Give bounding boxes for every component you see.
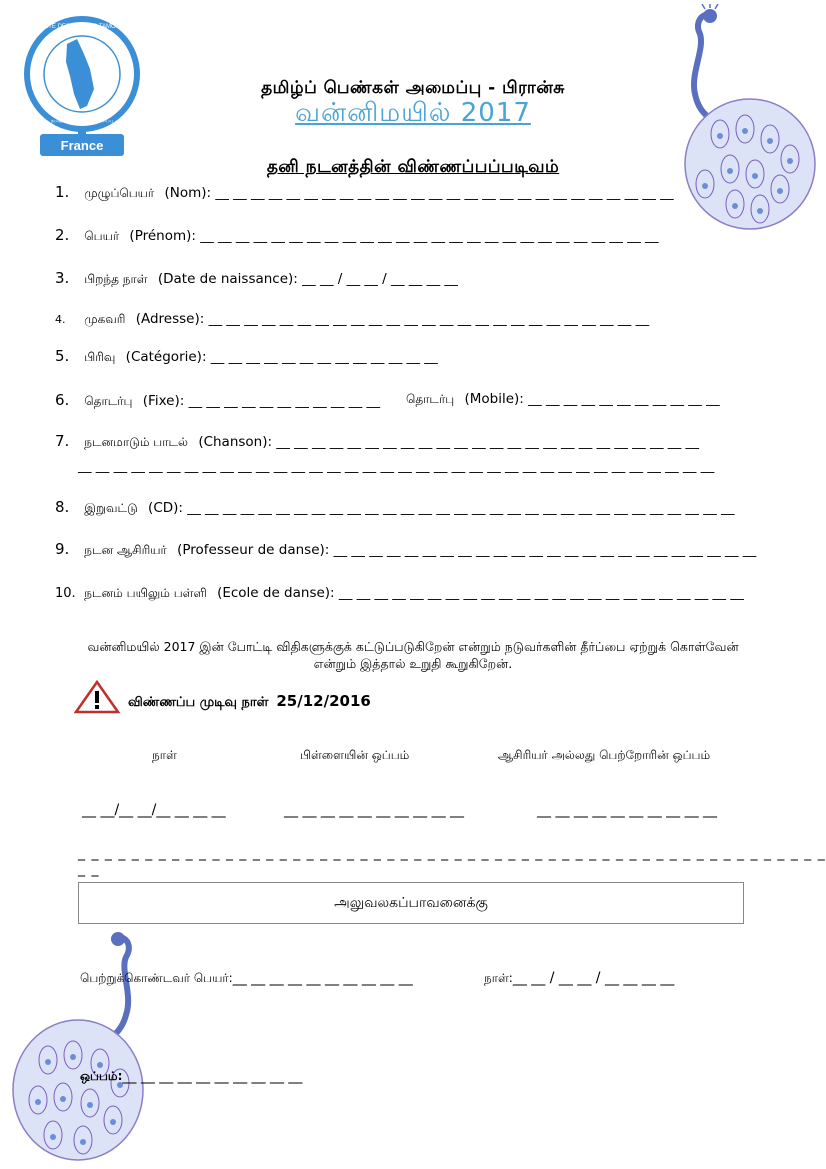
event-title: வன்னிமயில் 2017 [295,98,531,128]
field-label: (Catégorie): [125,349,207,365]
field-label: (Date de naissance): [157,271,298,287]
field-tamil-label: பிரிவு [84,350,116,364]
field-tamil-label: முகவரி [84,312,126,326]
categorie-input-line[interactable]: __ __ __ __ __ __ __ __ __ __ __ __ __ [210,349,438,365]
field-label: (Prénom): [129,228,196,244]
field-number: 5. [55,347,70,365]
field-label: (Ecole de danse): [217,585,335,601]
chanson-input-line[interactable]: __ __ __ __ __ __ __ __ __ __ __ __ __ __ __ __ __ __ __ __ __ __ __ __ [276,434,700,450]
mobile-input-line[interactable]: __ __ __ __ __ __ __ __ __ __ __ [528,391,720,407]
form-title: தனி நடனத்தின் விண்ணப்பப்படிவம் [266,157,560,177]
field-label: (Fixe): [142,393,185,409]
field-number: 10. [55,586,76,601]
nom-input-line[interactable]: __ __ __ __ __ __ __ __ __ __ __ __ __ __ __ __ __ __ __ __ __ __ __ __ __ __ [215,185,674,201]
field-label: (Nom): [164,185,212,201]
field-tamil-label: நடன ஆசிரியர் [84,543,167,557]
receipt-signature-field [80,1068,302,1085]
logo-top-text: COMITÉ DES FEMMES TAMOULES [32,24,132,30]
receipt-date-field [484,970,674,987]
cut-separator: _ _ _ _ _ _ _ _ _ _ _ _ _ _ _ _ _ _ _ _ _ _ _ _ _ _ _ _ _ _ _ _ _ _ _ _ _ _ _ _ _ _ _ _ _ _ _ _ _ _ _ _ _ _ _ _ _ _ [78,845,826,877]
field-number: 1. [55,183,70,201]
field-tamil-label: நடனம் பயிலும் பள்ளி [84,586,207,600]
field-label: (Chanson): [198,434,273,450]
field-professeur [55,540,756,559]
warning-icon [74,680,120,714]
receiver-name-line[interactable]: __ __ __ __ __ __ __ __ __ __ [232,970,413,986]
signature-parent-line[interactable]: __ __ __ __ __ __ __ __ __ __ [537,802,718,818]
field-label: (Mobile): [464,391,524,407]
logo-badge: France [60,138,104,153]
receipt-signature-label: ஒப்பம்: [80,1069,123,1083]
field-number: 7. [55,432,70,450]
field-ecole [55,585,744,602]
receiver-name-label: பெற்றுக்கொண்டவர் பெயர்: [80,971,233,985]
field-number: 8. [55,498,70,516]
deadline-date: 25/12/2016 [276,692,371,710]
logo-tamil-text: தமிழ்ப் பெண்கள் அமைப்பு [50,118,114,124]
field-tamil-label: பிறந்த நாள் [84,272,148,286]
adresse-input-line[interactable]: __ __ __ __ __ __ __ __ __ __ __ __ __ __ __ __ __ __ __ __ __ __ __ __ __ [208,311,650,327]
field-date-naissance [55,269,458,288]
field-tamil-label: பெயர் [84,229,120,243]
signature-parent-label: ஆசிரியர் அல்லது பெற்றோரின் ஒப்பம் [498,748,711,762]
field-tamil-label: முழுப்பெயர் [84,186,155,200]
receipt-date-line[interactable]: __ __ / __ __ / __ __ __ __ [512,970,675,986]
professeur-input-line[interactable]: __ __ __ __ __ __ __ __ __ __ __ __ __ __ __ __ __ __ __ __ __ __ __ __ [333,542,757,558]
deadline-label: விண்ணப்ப முடிவு நாள் [128,695,269,710]
field-label: (Adresse): [135,311,205,327]
field-number: 9. [55,540,70,558]
field-tamil-label: தொடர்பு [84,394,133,408]
office-use-box: அலுவலகப்பாவனைக்கு [78,882,744,924]
receipt-date-label: நாள்: [484,971,513,985]
field-number: 3. [55,269,70,287]
field-number: 2. [55,226,70,244]
receipt-signature-line[interactable]: __ __ __ __ __ __ __ __ __ __ [122,1068,303,1084]
field-tamil-label: தொடர்பு [406,392,455,406]
field-tamil-label: இறுவட்டு [84,501,138,515]
signature-child-line[interactable]: __ __ __ __ __ __ __ __ __ __ [284,802,465,818]
organization-title: தமிழ்ப் பெண்கள் அமைப்பு - பிரான்சு [261,78,565,98]
field-adresse [55,311,649,328]
field-cd [55,498,735,517]
cd-input-line[interactable]: __ __ __ __ __ __ __ __ __ __ __ __ __ __ __ __ __ __ __ __ __ __ __ __ __ __ __ __ __ __ __ [187,500,735,516]
field-categorie [55,347,438,366]
ecole-input-line[interactable]: __ __ __ __ __ __ __ __ __ __ __ __ __ __ __ __ __ __ __ __ __ __ __ [338,585,744,601]
field-contact [55,391,380,410]
chanson-continuation-line[interactable]: __ __ __ __ __ __ __ __ __ __ __ __ __ __ __ __ __ __ __ __ __ __ __ __ __ __ __ __ __ __ __ __ __ __ __ __ [78,458,715,474]
field-mobile [406,391,720,408]
signature-date-line[interactable]: __ __/__ __/__ __ __ __ [82,802,226,818]
signature-child-label: பிள்ளையின் ஒப்பம் [300,748,410,762]
receiver-name-field [80,970,413,987]
date-naissance-input-line[interactable]: __ __ / __ __ / __ __ __ __ [302,271,458,287]
field-number: 4. [55,313,66,326]
field-nom [55,183,674,202]
peacock-illustration-bottom [8,925,168,1165]
prenom-input-line[interactable]: __ __ __ __ __ __ __ __ __ __ __ __ __ __ __ __ __ __ __ __ __ __ __ __ __ __ [200,228,659,244]
deadline [128,692,371,711]
fixe-input-line[interactable]: __ __ __ __ __ __ __ __ __ __ __ [188,393,380,409]
field-label: (Professeur de danse): [177,542,330,558]
field-prenom [55,226,659,245]
field-label: (CD): [148,500,183,516]
signature-date-label: நாள் [152,748,177,762]
field-chanson [55,432,699,451]
agreement-text: வன்னிமயில் 2017 இன் போட்டி விதிகளுக்குக் கட்டுப்படுகிறேன் என்றும் நடுவர்களின் தீர்ப்பை ஏற்றுக் கொள்வேன் என்றும் இத்தால் உறுதி கூறுகிறேன். [87,639,739,671]
field-tamil-label: நடனமாடும் பாடல் [84,435,189,449]
field-number: 6. [55,391,70,409]
